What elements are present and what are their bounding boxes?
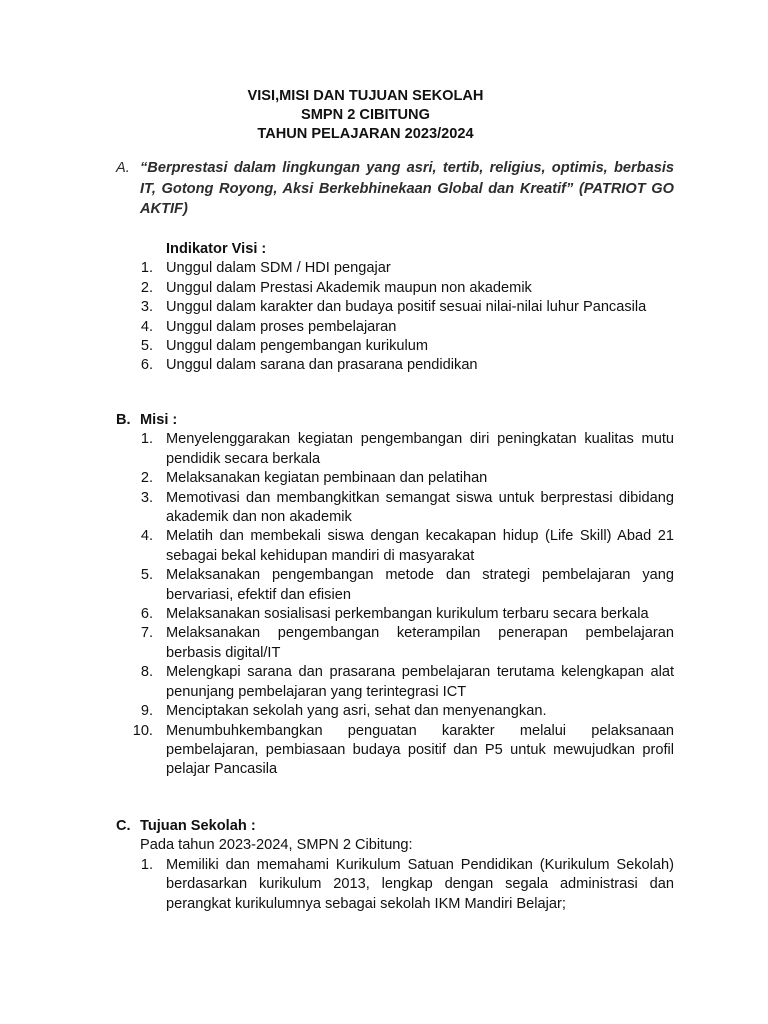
list-item-text: Unggul dalam Prestasi Akademik maupun non akademik <box>166 279 532 296</box>
list-item <box>116 430 674 469</box>
list-item <box>116 624 674 663</box>
list-item <box>116 356 674 375</box>
list-item <box>116 259 674 278</box>
list-item-number: 4. <box>140 318 153 335</box>
list-item-text: Melaksanakan pengembangan metode dan strategi pembelajaran yang bervariasi, efektif dan efisien <box>166 567 674 603</box>
list-item <box>116 722 674 780</box>
list-item-text: Menyelenggarakan kegiatan pengembangan diri peningkatan kualitas mutu pendidik secara berkala <box>166 431 674 467</box>
indikator-section <box>116 240 674 376</box>
list-item <box>116 337 674 356</box>
header-title: VISI,MISI DAN TUJUAN SEKOLAH <box>247 88 484 104</box>
misi-section <box>116 411 674 780</box>
list-item-number: 4. <box>140 528 153 545</box>
list-item-text: Menumbuhkembangkan penguatan karakter melalui pelaksanaan pembelajaran, pembiasaan budaya positif dan P5 untuk mewujudkan profil pelajar Pancasila <box>166 722 674 778</box>
indikator-title: Indikator Visi : <box>166 241 267 257</box>
list-item-number: 3. <box>140 299 153 316</box>
list-item <box>116 566 674 605</box>
tujuan-intro: Pada tahun 2023-2024, SMPN 2 Cibitung: <box>140 837 413 854</box>
visi-marker: A. <box>116 160 130 176</box>
list-item-text: Melaksanakan kegiatan pembinaan dan pelatihan <box>166 470 488 487</box>
header-year: TAHUN PELAJARAN 2023/2024 <box>257 126 474 142</box>
list-item-text: Memiliki dan memahami Kurikulum Satuan Pendidikan (Kurikulum Sekolah) berdasarkan kurikulum 2013, lengkap dengan segala administrasi dan perangkat kurikulumnya sebagai sekolah IKM Mandiri Belajar; <box>166 856 674 912</box>
tujuan-list <box>116 856 674 914</box>
header-school: SMPN 2 CIBITUNG <box>301 107 430 123</box>
list-item-text: Unggul dalam SDM / HDI pengajar <box>166 260 391 277</box>
misi-title: Misi : <box>140 412 178 428</box>
list-item-number: 2. <box>140 470 153 487</box>
list-item <box>116 856 674 914</box>
list-item <box>116 605 674 624</box>
document-header <box>138 87 593 144</box>
list-item-number: 1. <box>140 431 153 448</box>
list-item <box>116 702 674 721</box>
list-item-number: 3. <box>140 489 153 506</box>
misi-marker: B. <box>116 412 131 428</box>
list-item-text: Unggul dalam sarana dan prasarana pendidikan <box>166 357 478 374</box>
list-item-text: Unggul dalam pengembangan kurikulum <box>166 338 429 355</box>
list-item-number: 6. <box>140 357 153 374</box>
list-item-number: 6. <box>140 606 153 623</box>
list-item-text: Melatih dan membekali siswa dengan kecakapan hidup (Life Skill) Abad 21 sebagai bekal kehidupan mandiri di masyarakat <box>166 528 674 564</box>
list-item-number: 5. <box>140 338 153 355</box>
list-item-text: Menciptakan sekolah yang asri, sehat dan menyenangkan. <box>166 703 547 720</box>
list-item-text: Memotivasi dan membangkitkan semangat siswa untuk berprestasi dibidang akademik dan non akademik <box>166 489 674 526</box>
list-item-number: 8. <box>140 664 153 681</box>
tujuan-title: Tujuan Sekolah : <box>140 818 256 834</box>
list-item-number: 5. <box>140 567 153 584</box>
tujuan-section <box>116 817 674 914</box>
list-item-number: 9. <box>140 703 153 720</box>
list-item-text: Melaksanakan sosialisasi perkembangan kurikulum terbaru secara berkala <box>166 606 649 623</box>
list-item <box>116 469 674 488</box>
list-item <box>116 527 674 566</box>
list-item <box>116 489 674 528</box>
list-item-text: Unggul dalam karakter dan budaya positif sesuai nilai-nilai luhur Pancasila <box>166 299 647 316</box>
tujuan-marker: C. <box>116 818 131 834</box>
list-item <box>116 318 674 337</box>
list-item-number: 7. <box>140 625 153 642</box>
list-item-text: Unggul dalam proses pembelajaran <box>166 318 397 335</box>
list-item-number: 1. <box>140 856 153 873</box>
list-item <box>116 279 674 298</box>
list-item-text: Melaksanakan pengembangan keterampilan penerapan pembelajaran berbasis digital/IT <box>166 625 674 661</box>
misi-list <box>116 430 674 779</box>
visi-text: “Berprestasi dalam lingkungan yang asri, tertib, religius, optimis, berbasis IT, Gotong Royong, Aksi Berkebhinekaan Global dan Kreatif” (PATRIOT GO AKTIF) <box>140 160 674 217</box>
list-item-text: Melengkapi sarana dan prasarana pembelajaran terutama kelengkapan alat penunjang pembelajaran yang terintegrasi ICT <box>166 664 674 700</box>
list-item <box>116 298 674 317</box>
visi-section <box>116 158 674 220</box>
list-item <box>116 663 674 702</box>
list-item-number: 1. <box>140 260 153 277</box>
list-item-number: 10. <box>132 722 153 739</box>
list-item-number: 2. <box>140 279 153 296</box>
indikator-list <box>116 259 674 375</box>
